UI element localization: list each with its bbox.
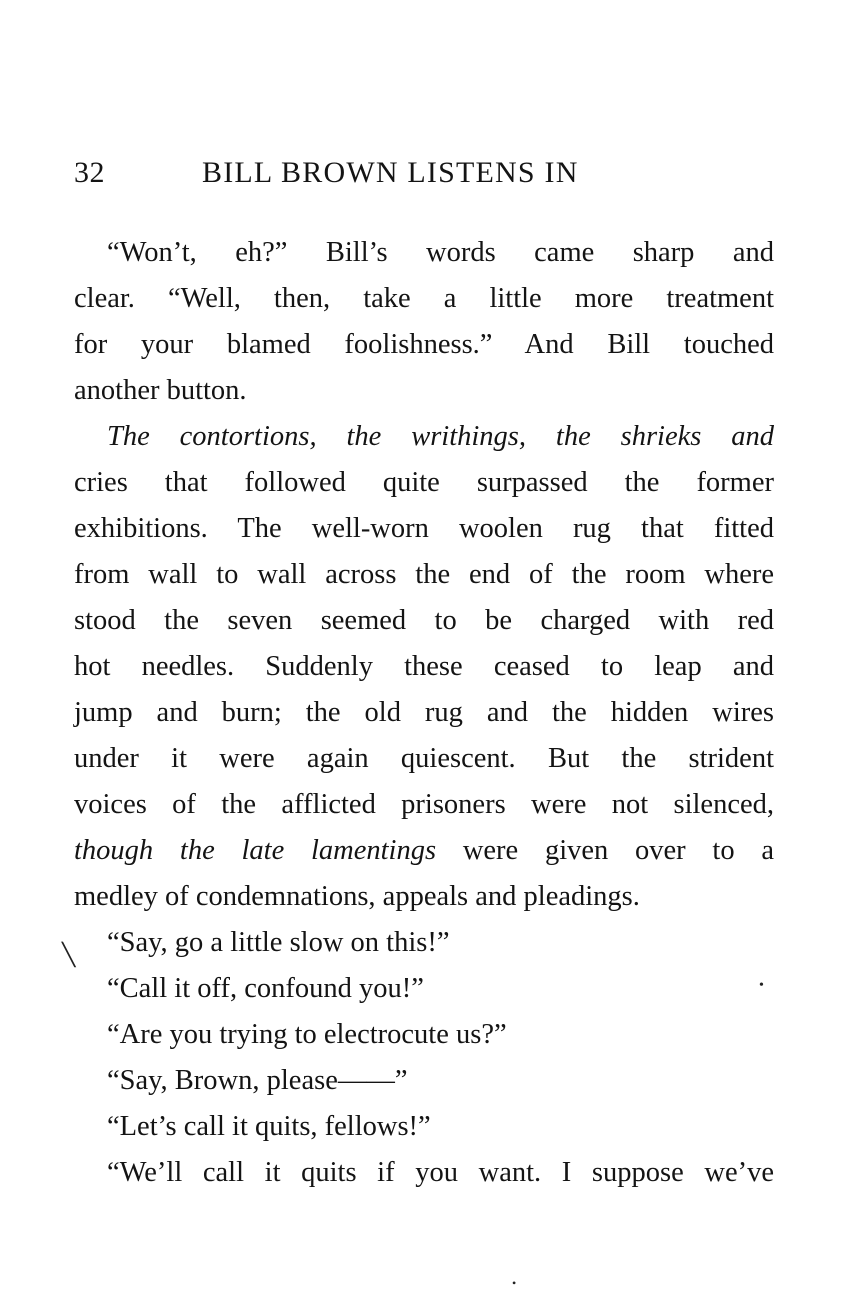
print-speck: ╲ — [62, 942, 76, 967]
dialogue-line: “Say, go a little slow on this!” — [107, 927, 450, 958]
dialogue-line: “We’ll call it quits if you want. I suppose we’ve — [107, 1157, 774, 1188]
text-line: clear. “Well, then, take a little more treatment — [74, 283, 774, 314]
text-line: cries that followed quite surpassed the former — [74, 467, 774, 498]
page-number: 32 — [74, 156, 105, 189]
text-line: under it were again quiescent. But the strident — [74, 743, 774, 774]
text-line: stood the seven seemed to be charged with red — [74, 605, 774, 636]
paragraph-2 — [74, 414, 774, 920]
body-text — [74, 230, 774, 1196]
text-line: medley of condemnations, appeals and pleadings. — [74, 881, 640, 912]
italic-phrase: though the late lamentings — [74, 835, 437, 866]
print-speck: • — [759, 978, 764, 993]
print-speck: • — [512, 1276, 517, 1290]
dialogue-line: “Say, Brown, please——” — [107, 1065, 408, 1096]
running-head — [74, 156, 774, 196]
dialogue-line: “Call it off, confound you!” — [107, 973, 424, 1004]
dialogue-line: “Are you trying to electrocute us?” — [107, 1019, 507, 1050]
text-line-italic: The contortions, the writhings, the shrieks and — [107, 421, 774, 452]
dialogue-line: “Let’s call it quits, fellows!” — [107, 1111, 431, 1142]
text-line: jump and burn; the old rug and the hidden wires — [74, 697, 774, 728]
text-line: hot needles. Suddenly these ceased to leap and — [74, 651, 774, 682]
text-line: “Won’t, eh?” Bill’s words came sharp and — [107, 237, 774, 268]
text-line: from wall to wall across the end of the room where — [74, 559, 774, 590]
text-line: for your blamed foolishness.” And Bill touched — [74, 329, 774, 360]
dialogue-block — [74, 920, 774, 1196]
text-line: exhibitions. The well-worn woolen rug that fitted — [74, 513, 774, 544]
text-line: another button. — [74, 375, 247, 406]
paragraph-1 — [74, 230, 774, 414]
text-line: voices of the afflicted prisoners were not silenced, — [74, 789, 774, 820]
running-title: BILL BROWN LISTENS IN — [202, 156, 579, 189]
text-line-mixed — [74, 828, 774, 874]
line-remainder: were given over to a — [436, 835, 774, 866]
